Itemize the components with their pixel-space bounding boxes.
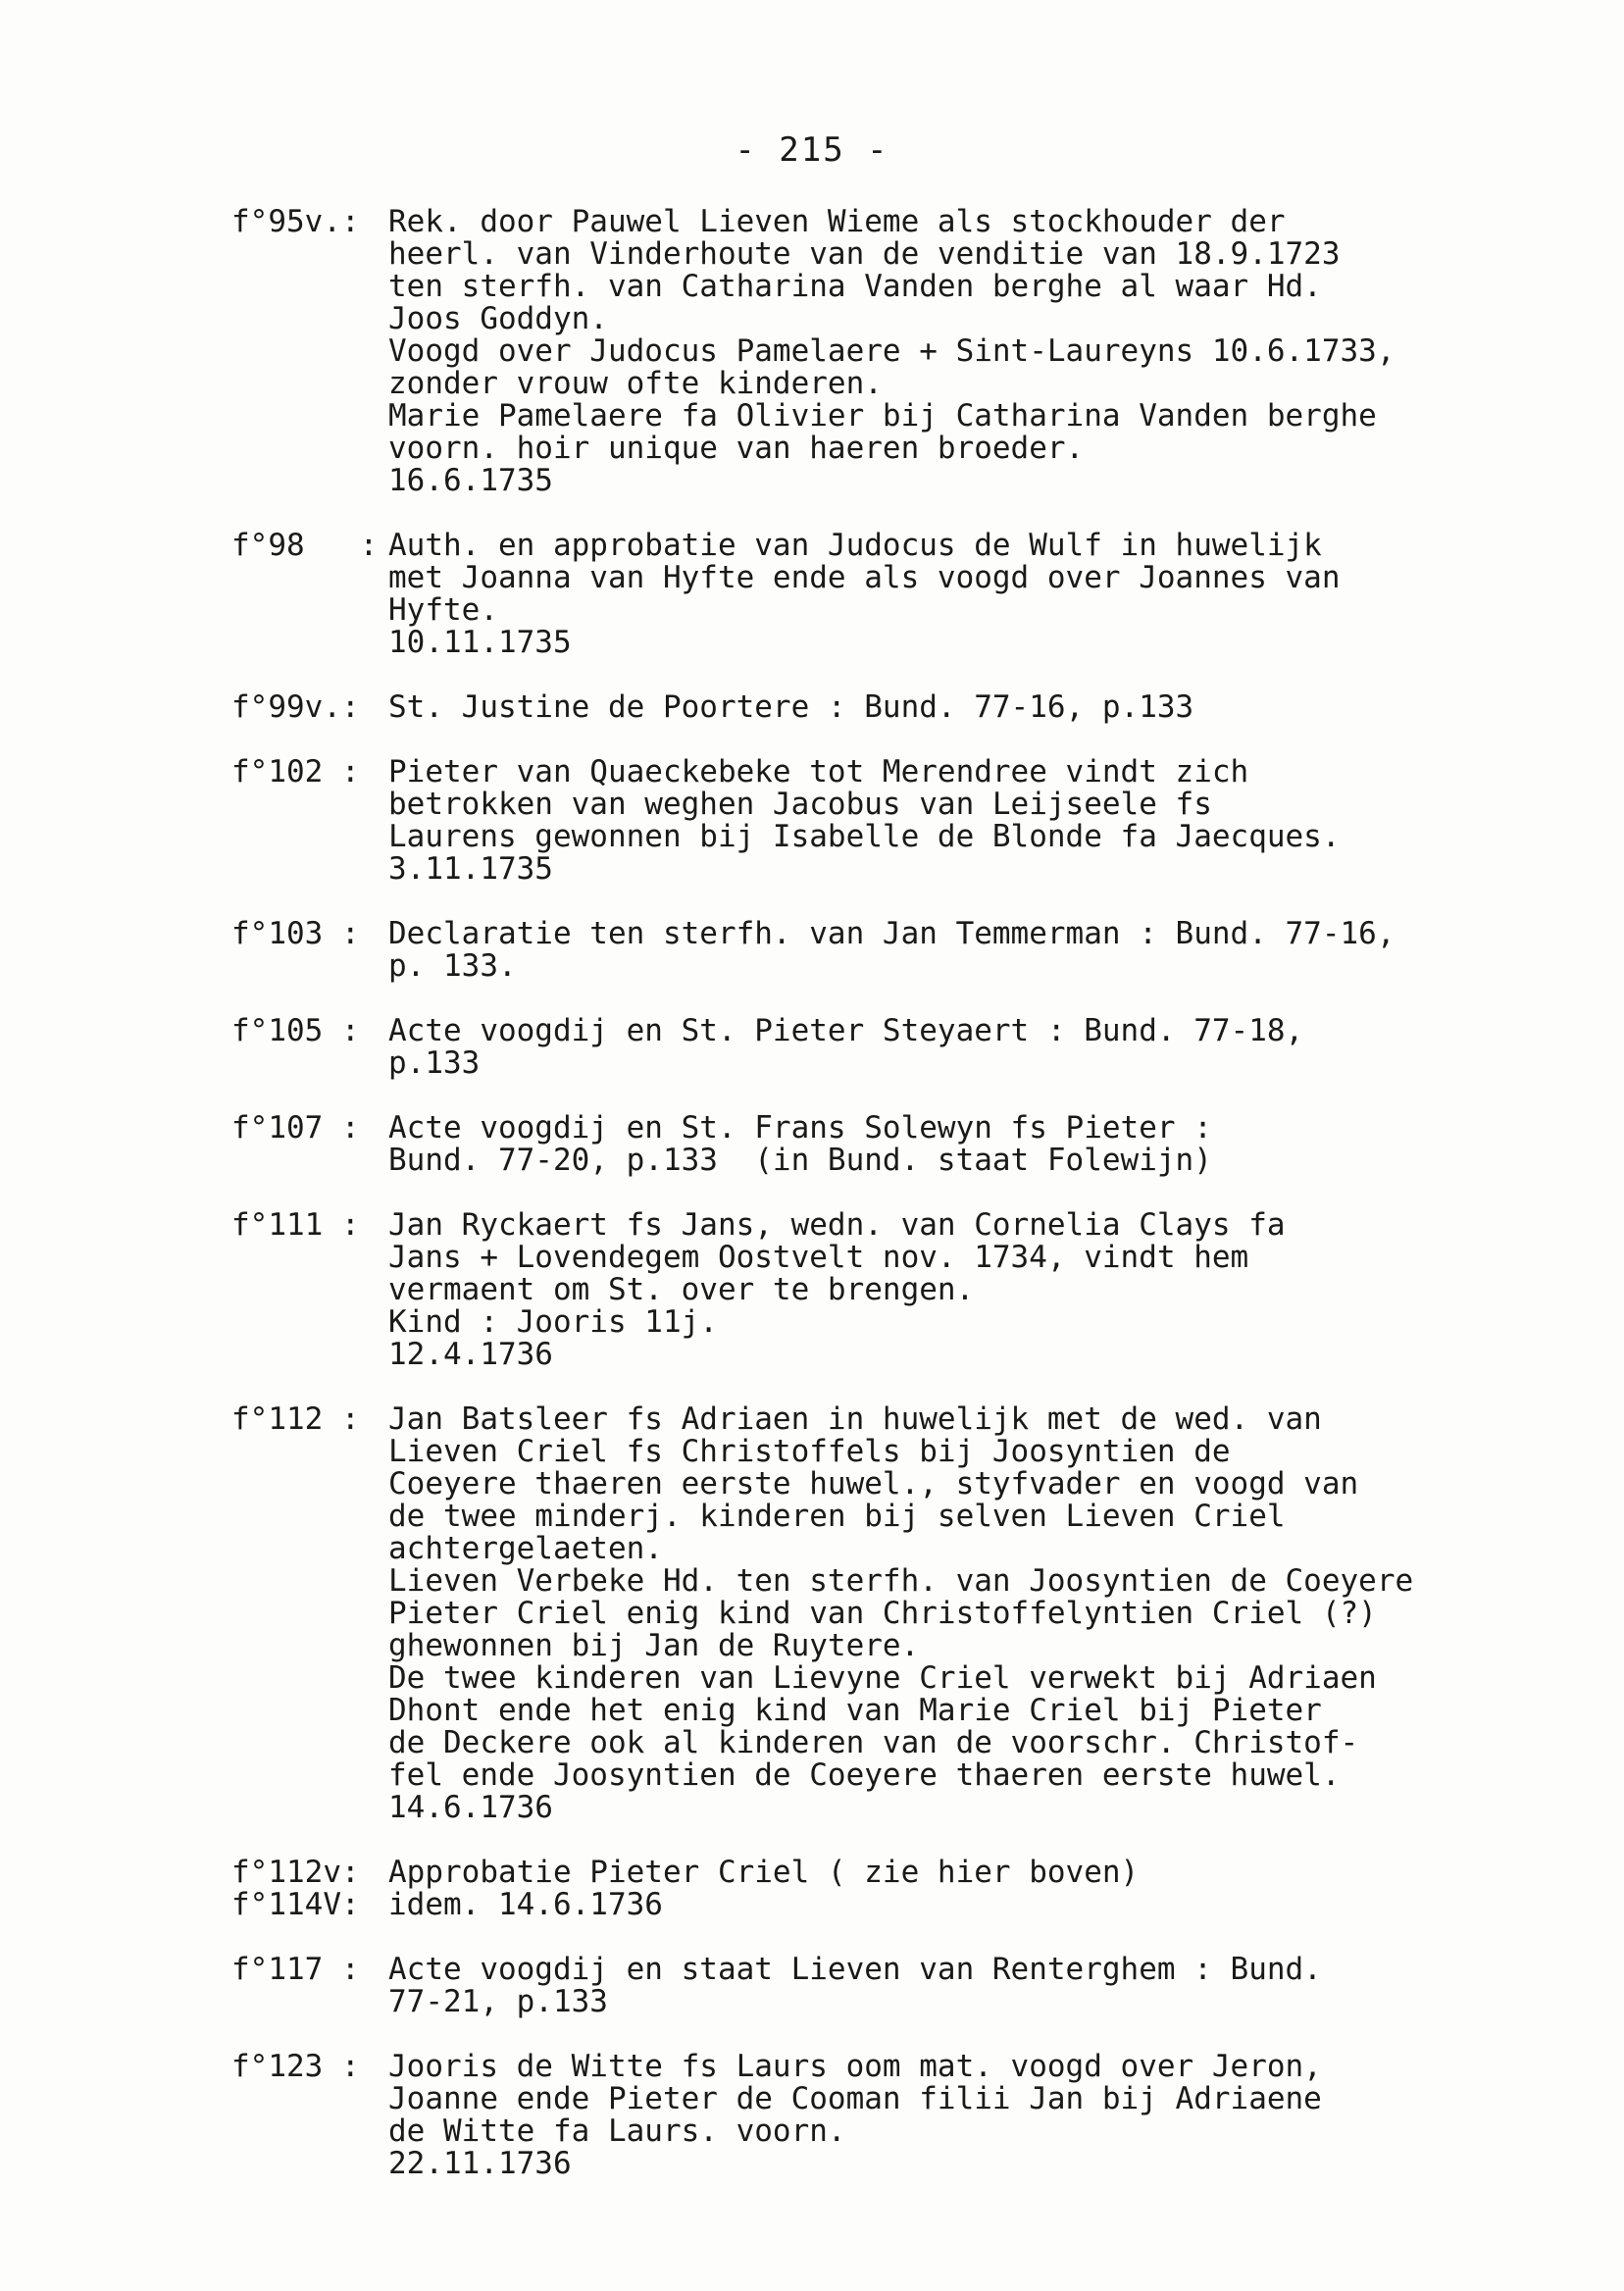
folio-reference: f°123 : <box>231 2049 360 2084</box>
register-entry <box>231 1015 1497 1080</box>
entry-text <box>388 2051 1497 2180</box>
entry-line: Rek. door Pauwel Lieven Wieme als stockhouder der <box>388 204 1286 239</box>
entry-line: achtergelaeten. <box>388 1531 663 1566</box>
entry-line: Dhont ende het enig kind van Marie Criel bij Pieter <box>388 1693 1322 1728</box>
entry-line: vermaent om St. over te brengen. <box>388 1272 975 1307</box>
entry-line: p.133 <box>388 1045 481 1081</box>
register-entry <box>231 918 1497 983</box>
register-entry <box>231 206 1497 497</box>
folio-reference: f°98 : <box>231 528 379 563</box>
page-number: - 215 - <box>735 130 889 170</box>
entry-text <box>388 1954 1497 2018</box>
register-entry <box>231 756 1497 886</box>
entry-line: Declaratie ten sterfh. van Jan Temmerman : Bund. 77-16, <box>388 916 1396 951</box>
entry-line: 14.6.1736 <box>388 1790 553 1825</box>
entry-line: Joanne ende Pieter de Cooman filii Jan bij Adriaene <box>388 2081 1322 2116</box>
entry-text <box>388 691 1497 724</box>
folio-reference: f°95v.: <box>231 204 360 239</box>
entry-line: fel ende Joosyntien de Coeyere thaeren eerste huwel. <box>388 1757 1341 1793</box>
entry-line: Lieven Criel fs Christoffels bij Joosyntien de <box>388 1434 1231 1469</box>
entry-line: Kind : Jooris 11j. <box>388 1304 718 1340</box>
register-entry <box>231 1954 1497 2018</box>
entry-line: Acte voogdij en St. Pieter Steyaert : Bund. 77-18, <box>388 1013 1304 1048</box>
entry-line: Pieter Criel enig kind van Christoffelyntien Criel (?) <box>388 1596 1377 1631</box>
folio-reference: f°117 : <box>231 1952 360 1987</box>
entry-line: Approbatie Pieter Criel ( zie hier boven) <box>388 1855 1140 1890</box>
register-entry <box>231 2051 1497 2180</box>
entry-line: met Joanna van Hyfte ende als voogd over Joannes van <box>388 560 1341 595</box>
entry-line: de Deckere ook al kinderen van de voorschr. Christof- <box>388 1725 1359 1760</box>
entries-list <box>231 206 1497 2213</box>
register-entry <box>231 1112 1497 1177</box>
folio-reference: f°102 : <box>231 754 360 789</box>
entry-line: 12.4.1736 <box>388 1337 553 1372</box>
entry-line: de Witte fa Laurs. voorn. <box>388 2113 846 2149</box>
folio-reference: f°99v.: <box>231 689 360 725</box>
entry-text <box>388 206 1497 497</box>
entry-line: 3.11.1735 <box>388 851 553 887</box>
entry-line: Lieven Verbeke Hd. ten sterfh. van Joosyntien de Coeyere <box>388 1563 1414 1599</box>
folio-reference: f°107 : <box>231 1110 360 1146</box>
register-entry <box>231 691 1497 724</box>
entry-line: p. 133. <box>388 948 517 984</box>
entry-line: heerl. van Vinderhoute van de venditie van 18.9.1723 <box>388 236 1341 272</box>
entry-text <box>388 1209 1497 1371</box>
entry-line: Hyfte. <box>388 592 498 628</box>
entry-line: de twee minderj. kinderen bij selven Lieven Criel <box>388 1499 1286 1534</box>
entry-line: Acte voogdij en St. Frans Solewyn fs Pieter : <box>388 1110 1212 1146</box>
folio-reference: f°105 : <box>231 1013 360 1048</box>
entry-text <box>388 1403 1497 1824</box>
entry-text <box>388 1889 1497 1921</box>
entry-line: Jan Ryckaert fs Jans, wedn. van Cornelia Clays fa <box>388 1207 1286 1243</box>
entry-line: Voogd over Judocus Pamelaere + Sint-Laureyns 10.6.1733, <box>388 333 1396 369</box>
folio-reference: f°114V: <box>231 1887 360 1922</box>
entry-line: Jans + Lovendegem Oostvelt nov. 1734, vindt hem <box>388 1240 1249 1275</box>
entry-line: Auth. en approbatie van Judocus de Wulf in huwelijk <box>388 528 1322 563</box>
folio-reference: f°112v: <box>231 1855 360 1890</box>
entry-line: Marie Pamelaere fa Olivier bij Catharina Vanden berghe <box>388 398 1377 433</box>
register-entry <box>231 1889 1497 1921</box>
entry-line: Acte voogdij en staat Lieven van Renterghem : Bund. <box>388 1952 1322 1987</box>
entry-line: Laurens gewonnen bij Isabelle de Blonde fa Jaecques. <box>388 819 1341 854</box>
register-entry <box>231 1209 1497 1371</box>
entry-line: ghewonnen bij Jan de Ruytere. <box>388 1628 920 1663</box>
entry-text <box>388 918 1497 983</box>
entry-line: voorn. hoir unique van haeren broeder. <box>388 431 1085 466</box>
entry-line: Jooris de Witte fs Laurs oom mat. voogd over Jeron, <box>388 2049 1322 2084</box>
entry-line: zonder vrouw ofte kinderen. <box>388 366 883 401</box>
entry-text <box>388 756 1497 886</box>
folio-reference: f°112 : <box>231 1401 360 1437</box>
register-entry <box>231 1403 1497 1824</box>
entry-line: Bund. 77-20, p.133 (in Bund. staat Folewijn) <box>388 1143 1212 1178</box>
entry-line: Pieter van Quaeckebeke tot Merendree vindt zich <box>388 754 1249 789</box>
entry-line: 10.11.1735 <box>388 625 572 660</box>
entry-text <box>388 1015 1497 1080</box>
entry-line: Coeyere thaeren eerste huwel., styfvader en voogd van <box>388 1466 1359 1502</box>
register-entry <box>231 530 1497 659</box>
entry-line: ten sterfh. van Catharina Vanden berghe al waar Hd. <box>388 269 1322 304</box>
entry-line: De twee kinderen van Lievyne Criel verwekt bij Adriaen <box>388 1660 1377 1696</box>
entry-text <box>388 1112 1497 1177</box>
entry-line: Jan Batsleer fs Adriaen in huwelijk met de wed. van <box>388 1401 1322 1437</box>
entry-line: St. Justine de Poortere : Bund. 77-16, p.133 <box>388 689 1194 725</box>
entry-line: betrokken van weghen Jacobus van Leijseele fs <box>388 787 1212 822</box>
entry-text <box>388 1857 1497 1889</box>
entry-line: 77-21, p.133 <box>388 1984 608 2019</box>
entry-line: idem. 14.6.1736 <box>388 1887 663 1922</box>
register-entry <box>231 1857 1497 1889</box>
entry-line: Joos Goddyn. <box>388 301 608 336</box>
folio-reference: f°103 : <box>231 916 360 951</box>
entry-text <box>388 530 1497 659</box>
entry-line: 16.6.1735 <box>388 463 553 498</box>
entry-line: 22.11.1736 <box>388 2146 572 2181</box>
folio-reference: f°111 : <box>231 1207 360 1243</box>
